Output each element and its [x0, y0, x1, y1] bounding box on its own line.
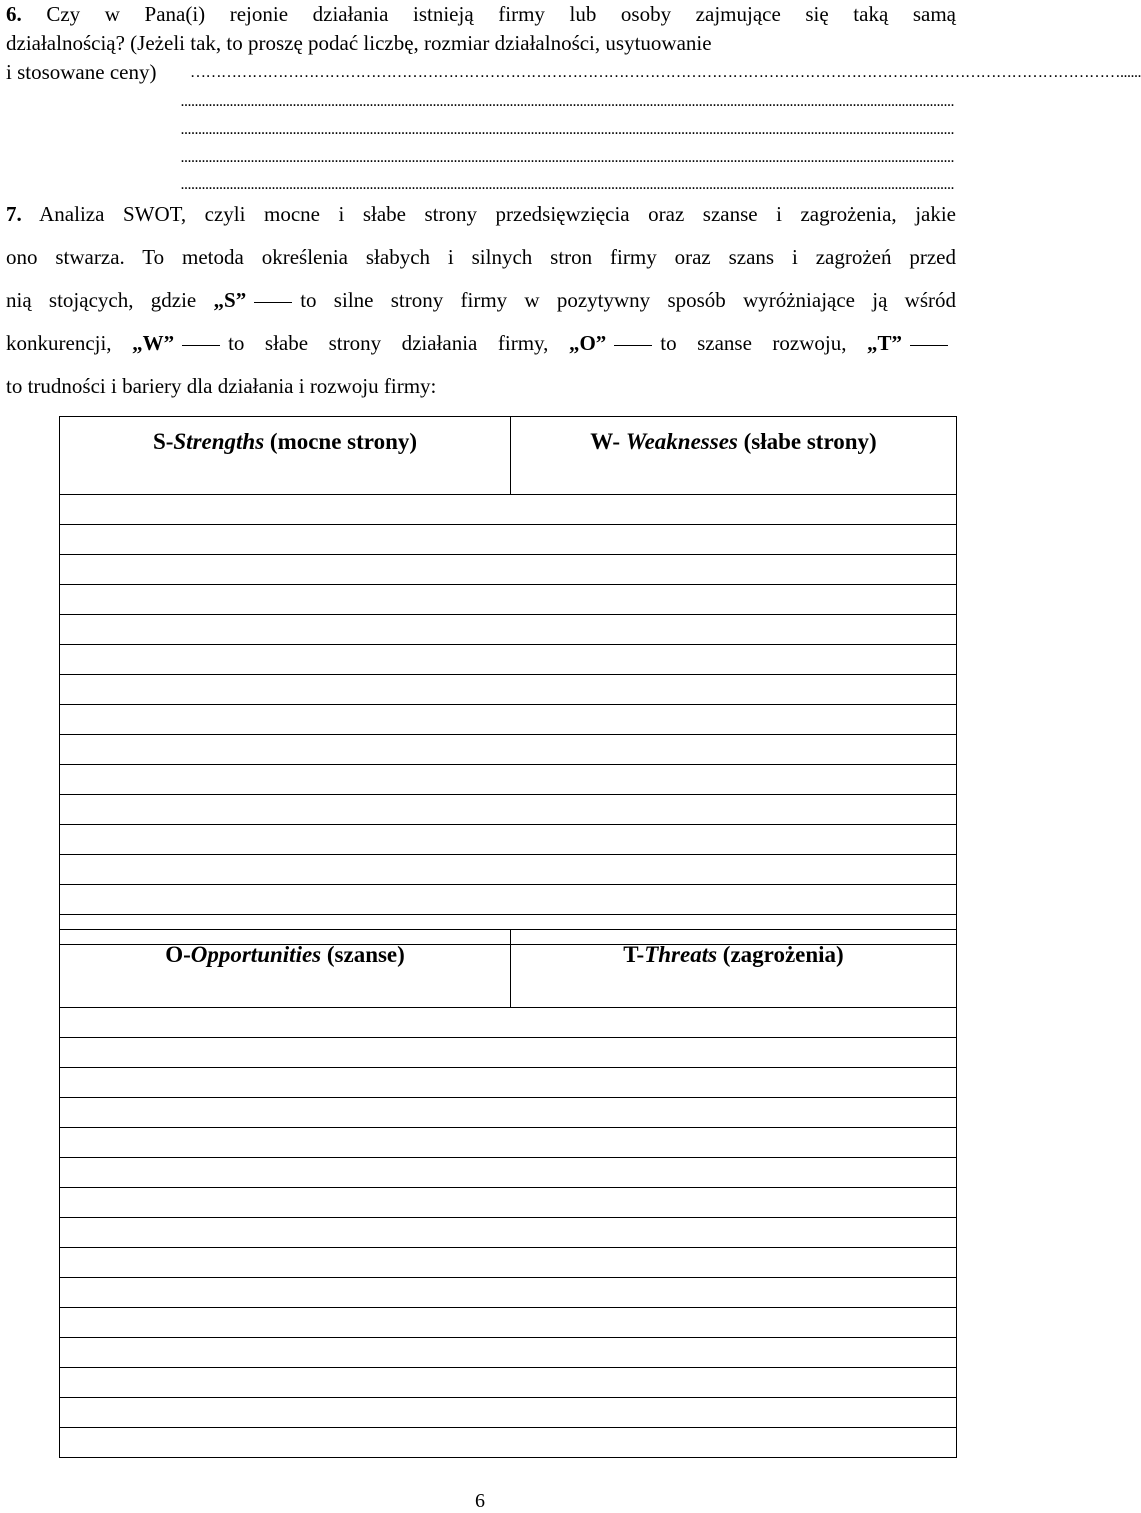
table-row	[60, 1248, 957, 1278]
opportunities-cell[interactable]	[60, 1248, 957, 1278]
opportunities-header: O-Opportunities (szanse)	[60, 930, 511, 1008]
strengths-cell[interactable]	[60, 795, 957, 825]
question-7-line-1: 7. Analiza SWOT, czyli mocne i słabe strony przedsięwzięcia oraz szanse i zagrożenia, jakie	[6, 202, 956, 226]
opportunities-cell[interactable]	[60, 1368, 957, 1398]
question-7-line-3: nią stojących, gdzie „S” to silne strony firmy w pozytywny sposób wyróżniające ją wśród	[6, 288, 957, 312]
strengths-cell[interactable]	[60, 705, 957, 735]
table-row	[60, 1068, 957, 1098]
question-6-line-2: działalnością? (Jeżeli tak, to proszę podać liczbę, rozmiar działalności, usytuowanie	[6, 31, 712, 55]
opportunities-cell[interactable]	[60, 1128, 957, 1158]
strengths-cell[interactable]	[60, 585, 957, 615]
question-6-number: 6.	[6, 2, 22, 26]
strengths-cell[interactable]	[60, 615, 957, 645]
opportunities-cell[interactable]	[60, 1008, 957, 1038]
s-letter: „S”	[213, 288, 247, 312]
question-7-line-5: to trudności i bariery dla działania i rozwoju firmy:	[6, 374, 437, 398]
opportunities-cell[interactable]	[60, 1068, 957, 1098]
table-row	[60, 555, 957, 585]
strengths-cell[interactable]	[60, 825, 957, 855]
table-row	[60, 675, 957, 705]
table-row	[60, 495, 957, 525]
answer-line[interactable]: .............................................................................................................................................................................................................................	[180, 176, 954, 193]
table-row	[60, 1188, 957, 1218]
table-row	[60, 585, 957, 615]
table-row	[60, 615, 957, 645]
opportunities-cell[interactable]	[60, 1158, 957, 1188]
strengths-cell[interactable]	[60, 495, 957, 525]
table-row	[60, 645, 957, 675]
question-6-line-1: 6. Czy w Pana(i) rejonie działania istnieją firmy lub osoby zajmujące się taką samą	[6, 2, 956, 26]
question-7-number: 7.	[6, 202, 22, 226]
strengths-header: S-Strengths (mocne strony)	[60, 417, 511, 495]
strengths-cell[interactable]	[60, 525, 957, 555]
table-row	[60, 825, 957, 855]
swot-table-strengths-weaknesses	[59, 416, 957, 945]
table-row	[60, 525, 957, 555]
table-row	[60, 885, 957, 915]
strengths-cell[interactable]	[60, 675, 957, 705]
opportunities-cell[interactable]	[60, 1098, 957, 1128]
table-row	[60, 1158, 957, 1188]
strengths-cell[interactable]	[60, 645, 957, 675]
opportunities-cell[interactable]	[60, 1038, 957, 1068]
table-row	[60, 705, 957, 735]
opportunities-cell[interactable]	[60, 1218, 957, 1248]
opportunities-cell[interactable]	[60, 1428, 957, 1458]
table-row	[60, 795, 957, 825]
opportunities-cell[interactable]	[60, 1398, 957, 1428]
table-row	[60, 735, 957, 765]
table-row	[60, 1308, 957, 1338]
strengths-cell[interactable]	[60, 555, 957, 585]
opportunities-cell[interactable]	[60, 1308, 957, 1338]
table-row	[60, 1278, 957, 1308]
answer-line[interactable]: .............................................................................................................................................................................................................................	[180, 121, 954, 138]
strengths-cell[interactable]	[60, 735, 957, 765]
strengths-cell[interactable]	[60, 855, 957, 885]
question-7-line-4: konkurencji, „W” to słabe strony działania firmy, „O” to szanse rozwoju, „T”	[6, 326, 956, 369]
threats-header: T-Threats (zagrożenia)	[511, 930, 957, 1008]
table-row	[60, 1008, 957, 1038]
table-row	[60, 1338, 957, 1368]
weaknesses-header: W- Weaknesses (słabe strony)	[511, 417, 957, 495]
strengths-cell[interactable]	[60, 765, 957, 795]
page-number: 6	[475, 1490, 485, 1512]
answer-line[interactable]: .............................................................................................................................................................................................................................	[180, 93, 954, 110]
table-row	[60, 765, 957, 795]
question-7-line-2: ono stwarza. To metoda określenia słabych i silnych stron firmy oraz szans i zagrożeń przed	[6, 245, 956, 269]
swot-table-opportunities-threats	[59, 929, 957, 1458]
answer-line[interactable]: .............................................................................................................................................................................................................................	[180, 149, 954, 166]
w-letter: „W”	[132, 331, 175, 355]
table-row	[60, 1218, 957, 1248]
table-row	[60, 855, 957, 885]
t-letter: „T”	[867, 331, 903, 355]
table-row	[60, 1098, 957, 1128]
o-letter: „O”	[568, 331, 607, 355]
opportunities-cell[interactable]	[60, 1278, 957, 1308]
table-row	[60, 1038, 957, 1068]
opportunities-cell[interactable]	[60, 1338, 957, 1368]
opportunities-cell[interactable]	[60, 1188, 957, 1218]
question-7	[6, 197, 956, 412]
table-row	[60, 1368, 957, 1398]
answer-line[interactable]: ………………………………………………………………………………………………………………………………………………………………......	[190, 64, 1141, 81]
strengths-cell[interactable]	[60, 885, 957, 915]
table-row	[60, 1128, 957, 1158]
table-row	[60, 1428, 957, 1458]
question-6-line-3: i stosowane ceny)	[6, 60, 157, 84]
table-row	[60, 1398, 957, 1428]
